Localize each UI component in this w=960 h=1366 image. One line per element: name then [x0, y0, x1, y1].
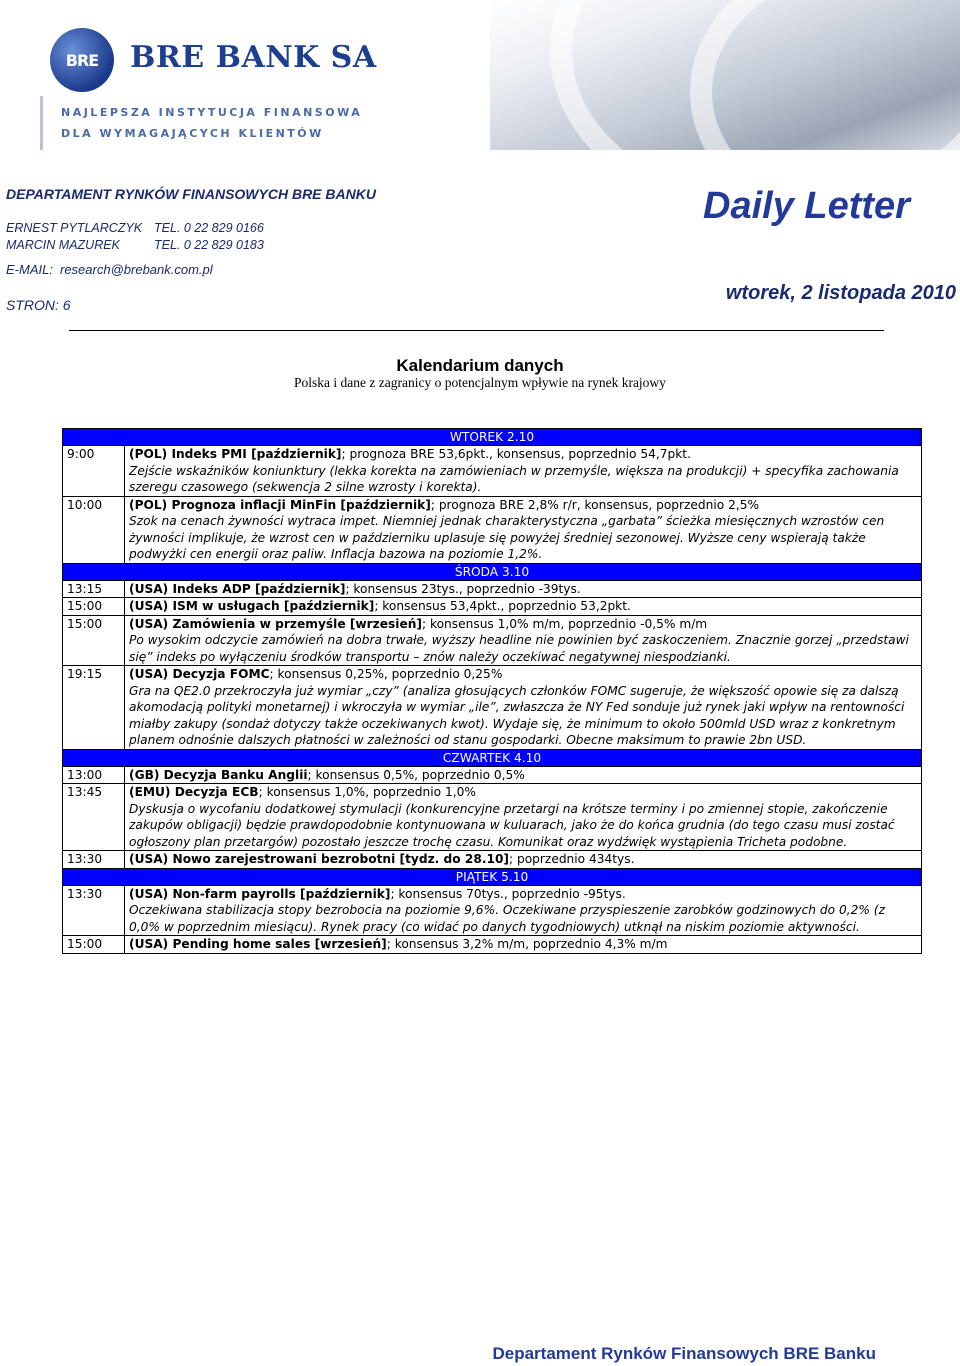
tagline-box — [40, 96, 363, 150]
contact-phone: TEL. 0 22 829 0183 — [154, 238, 264, 252]
event-details: ; konsensus 1,0%, poprzednio 1,0% — [258, 785, 476, 799]
event-cell — [125, 784, 922, 851]
event-row — [63, 766, 922, 784]
day-header: PIĄTEK 5.10 — [63, 868, 922, 885]
event-comment: Oczekiwana stabilizacja stopy bezrobocia na poziomie 9,6%. Oczekiwane przyspieszenie zarobków godzinowych do 0,2% (z 0,0% w poprzednim miesiącu). Rynek pracy (co widać po danych tygodniowych) utknął na niskim poziomie aktywności. — [129, 903, 885, 934]
contact-name: MARCIN MAZUREK — [6, 238, 120, 252]
event-row — [63, 885, 922, 936]
event-time: 15:00 — [63, 598, 125, 616]
event-title: (USA) Decyzja FOMC — [129, 667, 270, 681]
event-title: (USA) Nowo zarejestrowani bezrobotni [tydz. do 28.10] — [129, 852, 509, 866]
event-time: 13:00 — [63, 766, 125, 784]
event-time: 13:30 — [63, 885, 125, 936]
event-comment: Zejście wskaźników koniunktury (lekka korekta na zamówieniach w przemyśle, większa na produkcji) + specyfika zachowania szeregu czasowego (sekwencja 2 silne wzrosty i korekta). — [129, 463, 899, 494]
calendar-title: Kalendarium danych — [396, 356, 564, 375]
event-cell — [125, 580, 922, 598]
event-title: (GB) Decyzja Banku Anglii — [129, 767, 308, 782]
bank-name: BRE BANK SA — [130, 40, 377, 75]
page-footer: Departament Rynków Finansowych BRE Banku — [492, 1344, 876, 1363]
event-title: (POL) Prognoza inflacji MinFin [październik] — [129, 497, 431, 512]
event-title: (USA) Indeks ADP [październik] — [129, 581, 346, 596]
event-row — [63, 615, 922, 666]
event-cell — [125, 598, 922, 616]
event-time: 13:45 — [63, 784, 125, 851]
email-line — [6, 262, 213, 277]
event-row — [63, 666, 922, 750]
event-time: 13:30 — [63, 851, 125, 869]
tagline-line-1: NAJLEPSZA INSTYTUCJA FINANSOWA — [61, 106, 363, 119]
event-details: ; konsensus 53,4pkt., poprzednio 53,2pkt. — [374, 599, 631, 613]
event-details: ; poprzednio 434tys. — [509, 852, 635, 866]
event-row — [63, 851, 922, 869]
event-cell — [125, 615, 922, 666]
event-details: ; konsensus 70tys., poprzednio -95tys. — [390, 886, 626, 901]
event-title: (USA) ISM w usługach [październik] — [129, 599, 375, 613]
event-comment: Gra na QE2.0 przekroczyła już wymiar „czy” (analiza głosujących członków FOMC sugeruje, że większość opowie się za dalszą akomodacją polityki monetarnej) i wkroczyła w wymiar „ile”, zwłaszcza że NY Fed sonduje już rynek jaki wpływ na rentowności miałby zakupy (sondaż dotyczy także oczekiwanych kwot). Wydaje się, że minimum to około 500mld USD wraz z konkretnym planem odnośnie dalszych płatności w zależności od stanu gospodarki. Obecne maksimum to prawie 2bn USD. — [129, 683, 905, 747]
tagline — [61, 102, 362, 144]
event-cell — [125, 885, 922, 936]
day-header: CZWARTEK 4.10 — [63, 749, 922, 766]
event-time: 9:00 — [63, 446, 125, 497]
header-decoration — [490, 0, 960, 150]
tagline-line-2: DLA WYMAGAJĄCYCH KLIENTÓW — [61, 127, 324, 140]
event-details: ; konsensus 3,2% m/m, poprzednio 4,3% m/m — [386, 937, 668, 951]
bank-logo — [40, 20, 460, 140]
event-row — [63, 936, 922, 954]
event-time: 13:15 — [63, 580, 125, 598]
event-time: 15:00 — [63, 615, 125, 666]
event-details: ; konsensus 1,0% m/m, poprzednio -0,5% m/m — [421, 616, 708, 631]
event-details: ; konsensus 0,25%, poprzednio 0,25% — [269, 667, 503, 681]
event-row — [63, 446, 922, 497]
event-time: 10:00 — [63, 496, 125, 563]
event-row — [63, 784, 922, 851]
event-time: 19:15 — [63, 666, 125, 750]
event-cell — [125, 936, 922, 954]
contact-phone: TEL. 0 22 829 0166 — [154, 221, 264, 235]
contact-row — [6, 237, 264, 254]
event-details: ; konsensus 0,5%, poprzednio 0,5% — [307, 767, 525, 782]
event-cell — [125, 496, 922, 563]
day-header-row — [63, 868, 922, 885]
event-title: (USA) Non-farm payrolls [październik] — [129, 886, 391, 901]
bre-logo-icon: BRE — [50, 28, 114, 92]
event-title: (USA) Pending home sales [wrzesień] — [129, 937, 387, 951]
event-comment: Po wysokim odczycie zamówień na dobra trwałe, wyższy headline nie powinien być zaskoczeniem. Znacznie gorzej „przedstawi się” indeks po wyłączeniu środków transportu – znów należy oczekiwać negatywnej niespodzianki. — [129, 633, 909, 664]
event-details: ; prognoza BRE 2,8% r/r, konsensus, poprzednio 2,5% — [430, 497, 760, 512]
event-comment: Dyskusja o wycofaniu dodatkowej stymulacji (konkurencyjne przetargi na krótsze terminy i po zmiennej stopie, zakończenie zakupów obligacji) będzie prawdopodobnie kontynuowana w kuluarach, jako że do końca grudnia (do tego czasu musi zostać ogłoszony plan przetargów) pozostało jeszcze trochę czasu. Komunikat oraz wydźwięk wystąpienia Tricheta podobne. — [129, 801, 895, 849]
day-header-row — [63, 563, 922, 580]
contact-list — [6, 220, 264, 254]
event-title: (POL) Indeks PMI [październik] — [129, 447, 342, 461]
document-title: Daily Letter — [703, 185, 910, 227]
page-count: STRON: 6 — [6, 297, 71, 313]
calendar-subtitle: Polska i dane z zagranicy o potencjalnym wpływie na rynek krajowy — [294, 375, 666, 390]
event-details: ; prognoza BRE 53,6pkt., konsensus, poprzednio 54,7pkt. — [341, 447, 691, 461]
email-label: E-MAIL: — [6, 262, 53, 277]
contact-name: ERNEST PYTLARCZYK — [6, 221, 143, 235]
contact-row — [6, 220, 264, 237]
document-date: wtorek, 2 listopada 2010 — [725, 282, 956, 304]
event-title: (EMU) Decyzja ECB — [129, 785, 259, 799]
day-header-row — [63, 429, 922, 446]
event-row — [63, 496, 922, 563]
day-header: ŚRODA 3.10 — [63, 563, 922, 580]
event-details: ; konsensus 23tys., poprzednio -39tys. — [345, 581, 581, 596]
day-header: WTOREK 2.10 — [63, 429, 922, 446]
event-time: 15:00 — [63, 936, 125, 954]
event-cell — [125, 766, 922, 784]
decorative-ring — [690, 0, 960, 150]
day-header-row — [63, 749, 922, 766]
event-row — [63, 580, 922, 598]
email-link[interactable]: research@brebank.com.pl — [60, 262, 213, 277]
event-row — [63, 598, 922, 616]
event-cell — [125, 446, 922, 497]
divider — [69, 330, 884, 331]
event-cell — [125, 851, 922, 869]
department-name: DEPARTAMENT RYNKÓW FINANSOWYCH BRE BANKU — [6, 186, 376, 202]
event-comment: Szok na cenach żywności wytraca impet. Niemniej jednak charakterystyczna „garbata” ścieżka miesięcznych wzrostów cen żywności implikuje, że wzrost cen w październiku uplasuje się powyżej średniej sezonowej. Wyższe ceny wspierają także podwyżki cen energii oraz paliw. Inflacja bazowa na poziomie 1,2%. — [129, 514, 885, 561]
event-title: (USA) Zamówienia w przemyśle [wrzesień] — [129, 616, 422, 631]
event-cell — [125, 666, 922, 750]
calendar-table — [62, 428, 922, 954]
